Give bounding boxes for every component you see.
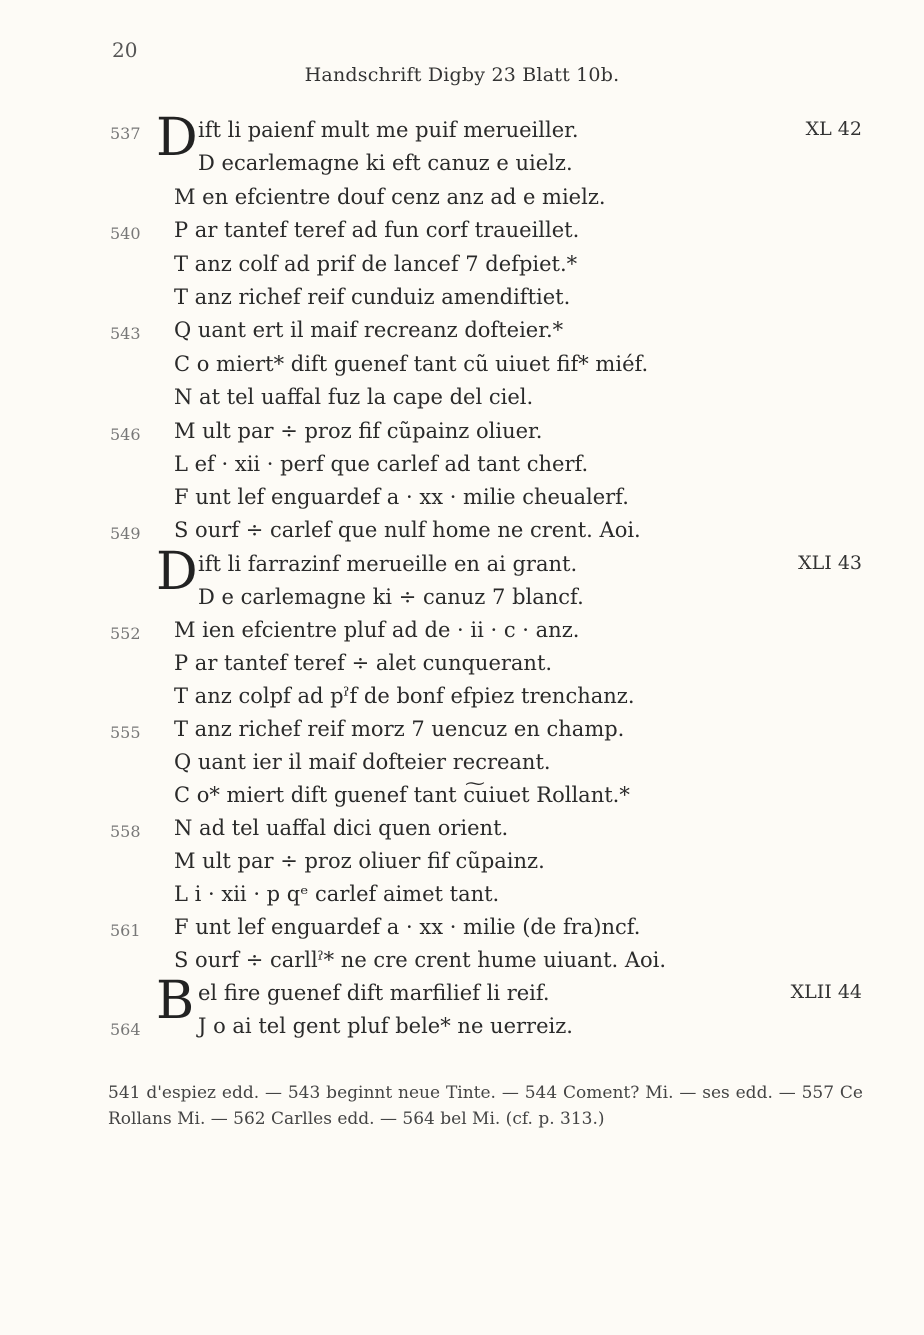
verse-text: M ult par ÷ proz oliuer fif cũpainz.: [174, 849, 545, 873]
verse-text: D e carlemagne ki ÷ canuz 7 blancf.: [198, 585, 584, 609]
line-number: 540: [110, 224, 141, 243]
verse-line: [0, 151, 924, 183]
verse-text: Q uant ert il maif recreanz dofteier.*: [174, 318, 564, 342]
initial-letter: B: [156, 971, 195, 1031]
verse-line: [0, 783, 924, 815]
line-number: 555: [110, 723, 141, 742]
verse-text: M en efcientre douf cenz anz ad e mielz.: [174, 185, 606, 209]
verse-line: [0, 651, 924, 683]
verse-line: [0, 882, 924, 914]
verse-line: [0, 185, 924, 217]
verse-text: C o miert* dift guenef tant cũ uiuet fif* miéf.: [174, 352, 649, 376]
verse-line: [0, 585, 924, 617]
verse-text: J o ai tel gent pluf bele* ne uerreiz.: [198, 1014, 573, 1038]
initial-letter: D: [156, 108, 198, 168]
laisse-number: XL 42: [805, 118, 862, 140]
laisse-number: XLI 43: [798, 552, 862, 574]
footnotes: 541 d'espiez edd. — 543 beginnt neue Tinte. — 544 Coment? Mi. — ses edd. — 557 Ce Rollans Mi. — 562 Carlles edd. — 564 bel Mi. (cf. p. 313.): [108, 1083, 863, 1129]
verse-line: [0, 485, 924, 517]
verse-text: S ourf ÷ carllˀ* ne cre crent hume uiuant. Aoi.: [174, 948, 667, 972]
verse-text: L ef · xii · perf que carlef ad tant cherf.: [174, 452, 589, 476]
verse-line: [0, 218, 924, 250]
verse-text: T anz richef reif cunduiz amendiftiet.: [174, 285, 571, 309]
verse-text: T anz colf ad prif de lancef 7 defpiet.*: [174, 252, 578, 276]
line-number: 558: [110, 822, 141, 841]
verse-line: [0, 816, 924, 848]
laisse-number: XLII 44: [790, 981, 862, 1003]
verse-line: [0, 419, 924, 451]
verse-text: T anz richef reif morz 7 uencuz en champ.: [174, 717, 625, 741]
verse-text: N ad tel uaffal dici quen orient.: [174, 816, 509, 840]
verse-text: N at tel uaffal fuz la cape del ciel.: [174, 385, 534, 409]
verse-text: D ecarlemagne ki eft canuz e uielz.: [198, 151, 573, 175]
verse-text: Q uant ier il maif dofteier recreant.: [174, 750, 551, 774]
line-number: 564: [110, 1020, 141, 1039]
verse-line: [0, 352, 924, 384]
verse-text: L i · xii · p qᵉ carlef aimet tant.: [174, 882, 500, 906]
line-number: 543: [110, 324, 141, 343]
verse-line: [0, 452, 924, 484]
verse-line: [0, 285, 924, 317]
verse-text: P ar tantef teref ÷ alet cunquerant.: [174, 651, 553, 675]
verse-line: [0, 915, 924, 947]
verse-text: P ar tantef teref ad fun corf traueillet.: [174, 218, 580, 242]
verse-line: [0, 318, 924, 350]
verse-line: [0, 717, 924, 749]
verse-text: S ourf ÷ carlef que nulf home ne crent. Aoi.: [174, 518, 641, 542]
verse-line: [0, 385, 924, 417]
verse-text: M ult par ÷ proz fif cũpainz oliuer.: [174, 419, 543, 443]
verse-text: T anz colpf ad pˀf de bonf efpiez trenchanz.: [174, 684, 635, 708]
running-head: Handschrift Digby 23 Blatt 10b.: [304, 64, 620, 86]
line-number: 549: [110, 524, 141, 543]
verse-line: [0, 684, 924, 716]
verse-line: [0, 618, 924, 650]
line-number: 561: [110, 921, 141, 940]
verse-text: C o* miert dift guenef tant c͠uiuet Rollant.*: [174, 783, 630, 807]
verse-line: [0, 750, 924, 782]
page-number: 20: [112, 38, 138, 62]
verse-text: M ien efcientre pluf ad de · ii · c · anz.: [174, 618, 580, 642]
verse-text: F unt lef enguardef a · xx · milie (de fra)ncf.: [174, 915, 641, 939]
verse-line: [0, 849, 924, 881]
verse-text: ift li farrazinf merueille en ai grant.: [198, 552, 578, 576]
verse-line: [0, 948, 924, 980]
initial-letter: D: [156, 542, 198, 602]
verse-text: el fire guenef dift marfilief li reif.: [198, 981, 550, 1005]
line-number: 537: [110, 124, 141, 143]
line-number: 552: [110, 624, 141, 643]
verse-line: [0, 518, 924, 550]
line-number: 546: [110, 425, 141, 444]
verse-line: [0, 252, 924, 284]
verse-text: F unt lef enguardef a · xx · milie cheualerf.: [174, 485, 629, 509]
verse-text: ift li paienf mult me puif merueiller.: [198, 118, 579, 142]
verse-line: [0, 1014, 924, 1046]
